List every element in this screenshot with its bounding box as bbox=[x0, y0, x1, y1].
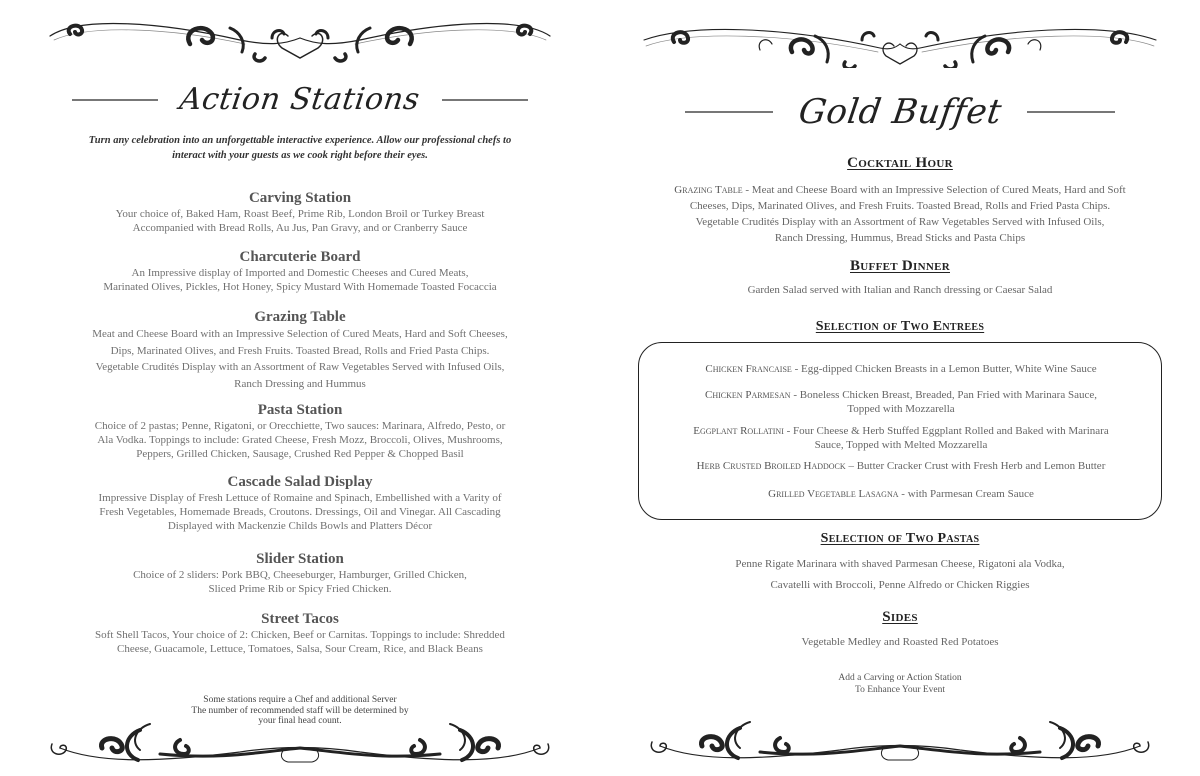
entree-desc: with Parmesan Cream Sauce bbox=[907, 488, 1034, 500]
station-desc-line: Fresh Vegetables, Homemade Breads, Croutons. Dressings, Oil and Vinegar. All Cascading bbox=[99, 506, 501, 518]
cocktail-line: Vegetable Crudités Display with an Assortment of Raw Vegetables Served with Infused Oils, bbox=[695, 216, 1105, 228]
separator: - bbox=[790, 389, 800, 401]
page-title: Gold Buffet bbox=[795, 92, 1005, 132]
station-name: Slider Station bbox=[256, 551, 344, 567]
station-desc-line: Choice of 2 pastas; Penne, Rigatoni, or Orecchiette, Two sauces: Marinara, Alfredo, Pesto, or bbox=[94, 420, 506, 432]
section-heading-sides: Sides bbox=[882, 609, 918, 625]
pasta-line: Cavatelli with Broccoli, Penne Alfredo or Chicken Riggies bbox=[770, 579, 1030, 591]
entrees-box bbox=[638, 342, 1162, 520]
station-name: Charcuterie Board bbox=[239, 249, 361, 265]
entree-name: Grilled Vegetable Lasagna bbox=[768, 488, 899, 500]
note-line: Add a Carving or Action Station bbox=[838, 673, 962, 683]
station-street-tacos bbox=[60, 610, 540, 656]
bottom-ornament-flourish-icon bbox=[640, 716, 1160, 764]
station-name: Street Tacos bbox=[261, 611, 339, 627]
separator: - bbox=[791, 363, 801, 375]
entree-name: Herb Crusted Broiled Haddock bbox=[696, 460, 846, 472]
section-heading-pastas: Selection of Two Pastas bbox=[820, 531, 980, 546]
sides-text: Vegetable Medley and Roasted Red Potatoes bbox=[801, 636, 999, 648]
station-desc-line: Soft Shell Tacos, Your choice of 2: Chicken, Beef or Carnitas. Toppings to include: Shredded bbox=[95, 629, 505, 641]
bottom-ornament-flourish-icon bbox=[40, 718, 560, 766]
station-desc-line: Ala Vodka. Toppings to include: Grated Cheese, Fresh Mozz, Broccoli, Olives, Mushrooms, bbox=[97, 434, 503, 446]
intro-text: Turn any celebration into an unforgettable interactive experience. Allow our professional chefs to interact with your guests as we cook right before their eyes. bbox=[88, 135, 512, 161]
page-title-row bbox=[600, 92, 1200, 132]
station-carving bbox=[60, 189, 540, 235]
entree-desc: Egg-dipped Chicken Breasts in a Lemon Butter, White Wine Sauce bbox=[800, 363, 1097, 375]
station-grazing-table bbox=[60, 308, 540, 392]
entree-item bbox=[659, 424, 1143, 452]
title-rule-right bbox=[1027, 111, 1115, 113]
station-pasta bbox=[60, 401, 540, 461]
station-desc-line: Ranch Dressing and Hummus bbox=[234, 377, 366, 390]
title-rule-left bbox=[72, 99, 158, 101]
station-desc-line: Sliced Prime Rib or Spicy Fried Chicken. bbox=[208, 583, 392, 595]
section-heading-cocktail-hour: Cocktail Hour bbox=[847, 155, 953, 171]
pastas-body bbox=[640, 554, 1160, 596]
station-desc-line: An Impressive display of Imported and Domestic Cheeses and Cured Meats, bbox=[131, 267, 469, 279]
station-desc-line: Your choice of, Baked Ham, Roast Beef, Prime Rib, London Broil or Turkey Breast bbox=[115, 208, 485, 220]
station-name: Pasta Station bbox=[257, 402, 343, 418]
station-desc-line: Choice of 2 sliders: Pork BBQ, Cheeseburger, Hamburger, Grilled Chicken, bbox=[133, 569, 467, 581]
cocktail-hour-body bbox=[640, 182, 1160, 246]
station-desc-line: Displayed with Mackenzie Childs Bowls and Platters Décor bbox=[167, 520, 433, 532]
title-rule-right bbox=[442, 99, 528, 101]
top-ornament-flourish-icon bbox=[640, 18, 1160, 68]
section-heading-entrees: Selection of Two Entrees bbox=[815, 319, 985, 334]
station-name: Cascade Salad Display bbox=[227, 474, 373, 490]
station-desc-line: Cheese, Guacamole, Lettuce, Tomatoes, Salsa, Sour Cream, Rice, and Black Beans bbox=[117, 643, 483, 655]
gold-buffet-page bbox=[600, 0, 1200, 776]
station-desc-line: Dips, Marinated Olives, and Fresh Fruits. Toasted Bread, Rolls and Fried Pasta Chips. bbox=[110, 344, 490, 357]
entree-item bbox=[659, 362, 1143, 376]
footnote-line: Some stations require a Chef and additional Server bbox=[203, 695, 397, 705]
separator: - bbox=[898, 488, 908, 500]
pasta-line: Penne Rigate Marinara with shaved Parmesan Cheese, Rigatoni ala Vodka, bbox=[735, 558, 1065, 570]
station-name: Carving Station bbox=[248, 190, 352, 206]
station-cascade-salad bbox=[60, 473, 540, 533]
station-slider bbox=[60, 550, 540, 596]
entree-desc: Sauce, Topped with Melted Mozzarella bbox=[814, 439, 988, 451]
top-ornament-flourish-icon bbox=[40, 14, 560, 66]
station-name: Grazing Table bbox=[254, 309, 346, 325]
entree-name: Eggplant Rollatini bbox=[693, 425, 784, 437]
title-rule-left bbox=[685, 111, 773, 113]
separator: - bbox=[742, 184, 752, 196]
entree-desc: Butter Cracker Crust with Fresh Herb and Lemon Butter bbox=[856, 460, 1106, 472]
desc-text: Meat and Cheese Board with an Impressive Selection of Cured Meats, Hard and Soft bbox=[751, 184, 1126, 196]
entree-name: Chicken Parmesan bbox=[705, 389, 791, 401]
station-desc-line: Peppers, Grilled Chicken, Sausage, Crushed Red Pepper & Chopped Basil bbox=[136, 448, 464, 460]
note-line: To Enhance Your Event bbox=[854, 685, 946, 695]
buffet-dinner-text: Garden Salad served with Italian and Ranch dressing or Caesar Salad bbox=[747, 284, 1053, 296]
enhance-event-note bbox=[800, 672, 1000, 696]
item-name: Grazing Table bbox=[674, 184, 743, 196]
station-desc-line: Vegetable Crudités Display with an Assortment of Raw Vegetables Served with Infused Oils, bbox=[95, 361, 505, 373]
section-heading-buffet-dinner: Buffet Dinner bbox=[850, 258, 950, 274]
station-desc-line: Accompanied with Bread Rolls, Au Jus, Pan Gravy, and or Cranberry Sauce bbox=[132, 222, 468, 234]
entree-desc: Boneless Chicken Breast, Breaded, Pan Fried with Marinara Sauce, bbox=[799, 389, 1097, 401]
station-desc-line: Marinated Olives, Pickles, Hot Honey, Spicy Mustard With Homemade Toasted Focaccia bbox=[103, 281, 497, 293]
entree-desc: Topped with Mozzarella bbox=[847, 403, 955, 415]
footnote-line: your final head count. bbox=[258, 716, 342, 726]
cocktail-line: Cheeses, Dips, Marinated Olives, and Fresh Fruits. Toasted Bread, Rolls and Fried Pasta Chips. bbox=[689, 200, 1111, 212]
separator: – bbox=[845, 460, 857, 472]
page-title-row bbox=[0, 82, 600, 117]
station-desc-line: Meat and Cheese Board with an Impressive Selection of Cured Meats, Hard and Soft Cheeses, bbox=[92, 328, 508, 340]
entree-item bbox=[659, 388, 1143, 416]
page-title: Action Stations bbox=[177, 82, 423, 117]
entree-item bbox=[659, 487, 1143, 501]
cocktail-line: Ranch Dressing, Hummus, Bread Sticks and Pasta Chips bbox=[774, 232, 1026, 244]
separator: - bbox=[783, 425, 794, 437]
station-charcuterie bbox=[60, 248, 540, 294]
station-desc-line: Impressive Display of Fresh Lettuce of Romaine and Spinach, Embellished with a Varity of bbox=[98, 492, 502, 504]
entree-desc: Four Cheese & Herb Stuffed Eggplant Rolled and Baked with Marinara bbox=[793, 425, 1109, 437]
entree-item bbox=[659, 459, 1143, 473]
entree-name: Chicken Francaise bbox=[705, 363, 792, 375]
footnote-line: The number of recommended staff will be determined by bbox=[191, 705, 409, 716]
cocktail-line bbox=[640, 182, 1160, 198]
